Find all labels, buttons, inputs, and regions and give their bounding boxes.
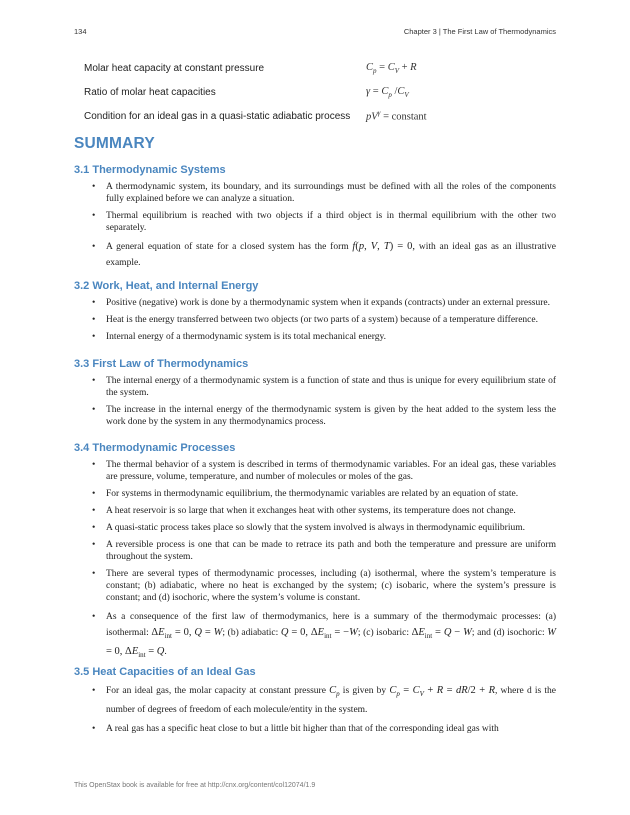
eq-formula-ratio: $\gamma = C_p$ $/C_V$ xyxy=(366,86,409,100)
footer-note: This OpenStax book is available for free at http://cnx.org/content/col12074/1.9 xyxy=(74,782,316,789)
eq-label-adiabatic: Condition for an ideal gas in a quasi-static adiabatic process xyxy=(84,111,351,122)
chapter-title: Chapter 3 | The First Law of Thermodynamics xyxy=(403,27,556,36)
list-item: • A real gas has a specific heat close to but a little bit higher than that of the corresponding ideal gas with xyxy=(92,723,556,735)
list-item: • Positive (negative) work is done by a thermodynamic system when it expands (contracts) under an external pressure. xyxy=(92,297,556,309)
section-heading-3-1: 3.1 Thermodynamic Systems xyxy=(74,164,226,176)
section-heading-3-2: 3.2 Work, Heat, and Internal Energy xyxy=(74,280,259,292)
section-3-1-list xyxy=(92,181,556,276)
list-item: • A thermodynamic system, its boundary, and its surroundings must be defined with all the roles of the components fully explained before we can analyze a situation. xyxy=(92,181,556,205)
section-heading-3-5: 3.5 Heat Capacities of an Ideal Gas xyxy=(74,666,256,678)
list-item: • A reversible process is one that can be made to retrace its path and both the temperature and pressure are uniform throughout the system. xyxy=(92,539,556,563)
section-heading-3-3: 3.3 First Law of Thermodynamics xyxy=(74,358,249,370)
list-item: • A heat reservoir is so large that when it exchanges heat with other systems, its temperature does not change. xyxy=(92,505,556,517)
eq-formula-adiabatic: $pV^\gamma$ = constant xyxy=(366,109,427,123)
list-item: • For an ideal gas, the molar capacity at constant pressure $C_p$ is given by $C_p = C_V + R = dR/2 + R$, where d is the number of degrees of freedom of each molecule/entity in the system. xyxy=(92,683,556,718)
list-item: • A general equation of state for a closed system has the form f(p, V, T) = 0, with an ideal gas as an illustrative example. xyxy=(92,239,556,271)
section-3-4-list xyxy=(92,459,556,668)
list-item: • The increase in the internal energy of the thermodynamic system is given by the heat added to the system less the work done by the system in any thermodynamics process. xyxy=(92,404,556,428)
list-item: • The thermal behavior of a system is described in terms of thermodynamic variables. For an ideal gas, these variables are pressure, volume, temperature, and number of molecules or moles of the gas. xyxy=(92,459,556,483)
eq-formula-molar-heat-capacity: $C_p = C_V + R$ xyxy=(366,62,417,76)
list-item: • There are several types of thermodynamic processes, including (a) isothermal, where the system’s temperature is constant; (b) adiabatic, where no heat is exchanged by the system; (c) isobaric, where the system’s pressure is constant; and (d) isochoric, where the system’s volume is constant. xyxy=(92,568,556,604)
list-item: • Heat is the energy transferred between two objects (or two parts of a system) because of a temperature difference. xyxy=(92,314,556,326)
list-item: • Thermal equilibrium is reached with two objects if a third object is in thermal equilibrium with the other two separately. xyxy=(92,210,556,234)
section-3-5-list xyxy=(92,683,556,740)
summary-heading: SUMMARY xyxy=(74,135,155,152)
list-item: • A quasi-static process takes place so slowly that the system involved is always in thermodynamic equilibrium. xyxy=(92,522,556,534)
list-item: • The internal energy of a thermodynamic system is a function of state and thus is unique for every equilibrium state of the system. xyxy=(92,375,556,399)
section-3-3-list xyxy=(92,375,556,433)
section-3-2-list xyxy=(92,297,556,348)
eq-label-ratio: Ratio of molar heat capacities xyxy=(84,87,216,98)
eq-label-molar-heat-capacity: Molar heat capacity at constant pressure xyxy=(84,63,265,74)
list-item: • Internal energy of a thermodynamic system is its total mechanical energy. xyxy=(92,331,556,343)
section-heading-3-4: 3.4 Thermodynamic Processes xyxy=(74,442,236,454)
list-item: • As a consequence of the first law of thermodymanics, here is a summary of the thermodymaic processes: (a) isothermal: $\Delta E_{int} = 0$, Q = W; (b) adiabatic: Q = 0, $\Delta E_{int} = -W$; (c) isobaric: $\Delta E_{int} = Q - W$; and (d) isochoric: W = 0, $\Delta E_{int} = Q$. xyxy=(92,609,556,663)
list-item: • For systems in thermodynamic equilibrium, the thermodynamic variables are related by an equation of state. xyxy=(92,488,556,500)
page-number: 134 xyxy=(74,27,87,36)
